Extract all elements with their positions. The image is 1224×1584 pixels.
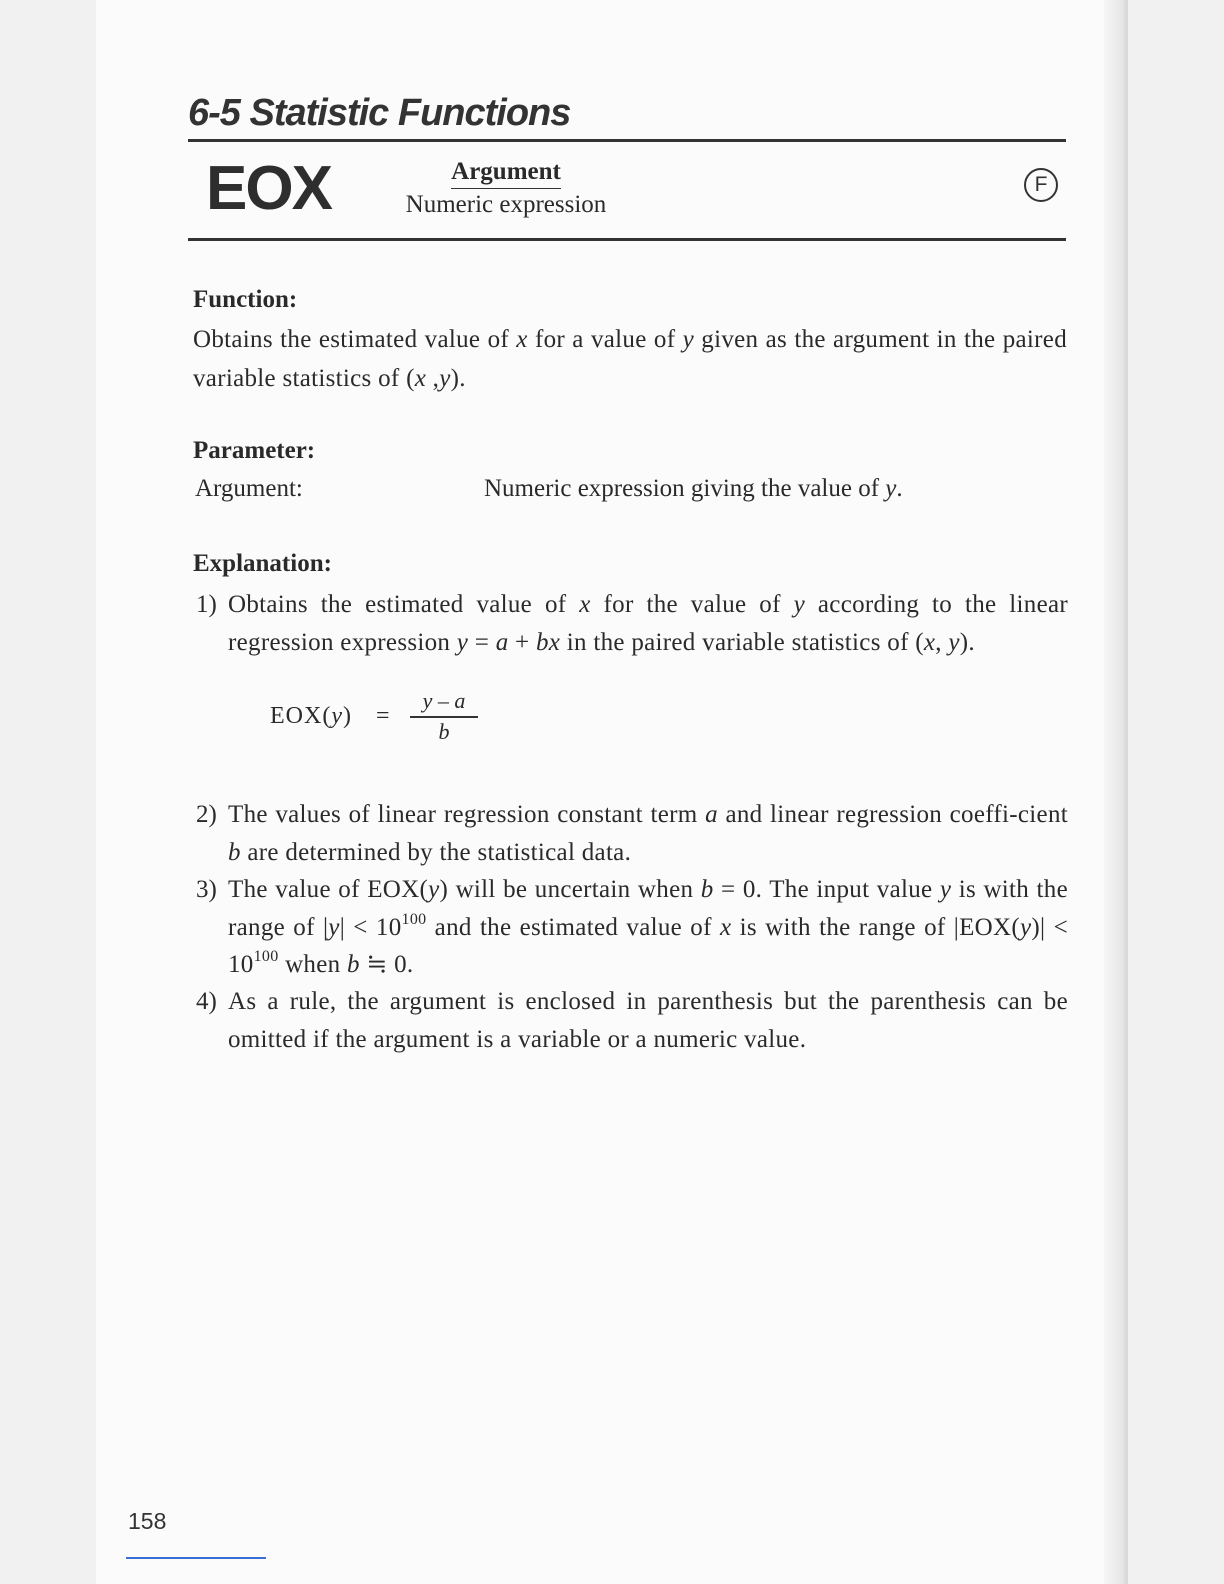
page-edge-shadow [1104,0,1128,1584]
item-text: As a rule, the argument is enclosed in parenthesis but the parenthesis can be omitted if the argument is a variable or a numeric value. [228,988,1068,1053]
formula-denominator: b [438,719,450,744]
item-number: 2) [196,801,217,828]
function-heading: Function: [193,286,298,313]
item-number: 3) [196,876,217,903]
item-text: The values of linear regression constant term a and linear regression coeffi-cient b are determined by the statistical data. [228,801,1068,866]
explanation-item-1 [196,586,1068,661]
page-number: 158 [128,1508,167,1534]
parameter-label: Argument: [195,475,303,502]
explanation-item-2 [196,796,1068,871]
footer-line [126,1557,266,1559]
item-text: The value of EOX(y) will be uncertain when b = 0. The input value y is with the range of $|y| < 10^{100}$ and the estimated value of x is with the range of $|EOX(y)| < 10^{100}$ when b ≒ 0. [228,876,1068,978]
item-text: Obtains the estimated value of x for the value of y according to the linear regression expression y = a + bx in the paired variable statistics of (x, y). [228,591,1068,656]
function-description: Obtains the estimated value of x for a value of y given as the argument in the paired variable statistics of (x ,y). [193,326,1067,392]
formula-equals: = [376,703,390,729]
section-title: 6-5 Statistic Functions [188,92,571,134]
explanation-item-4 [196,983,1068,1058]
formula-numerator: y – a [422,688,466,713]
function-marker-icon: F [1024,168,1058,202]
formula-lhs: EOX(y) [270,703,352,729]
explanation-item-3 [196,871,1068,984]
parameter-heading: Parameter: [193,437,316,464]
header-rule-bottom [188,238,1066,241]
formula-fraction-bar [410,716,478,718]
argument-type: Numeric expression [405,191,607,218]
header-rule-top [188,139,1066,142]
item-number: 1) [196,591,217,618]
argument-header [398,157,614,221]
item-number: 4) [196,988,217,1015]
argument-heading: Argument [451,157,561,189]
parameter-value: Numeric expression giving the value of y. [484,475,903,502]
explanation-heading: Explanation: [193,550,332,577]
command-name: EOX [206,154,331,223]
